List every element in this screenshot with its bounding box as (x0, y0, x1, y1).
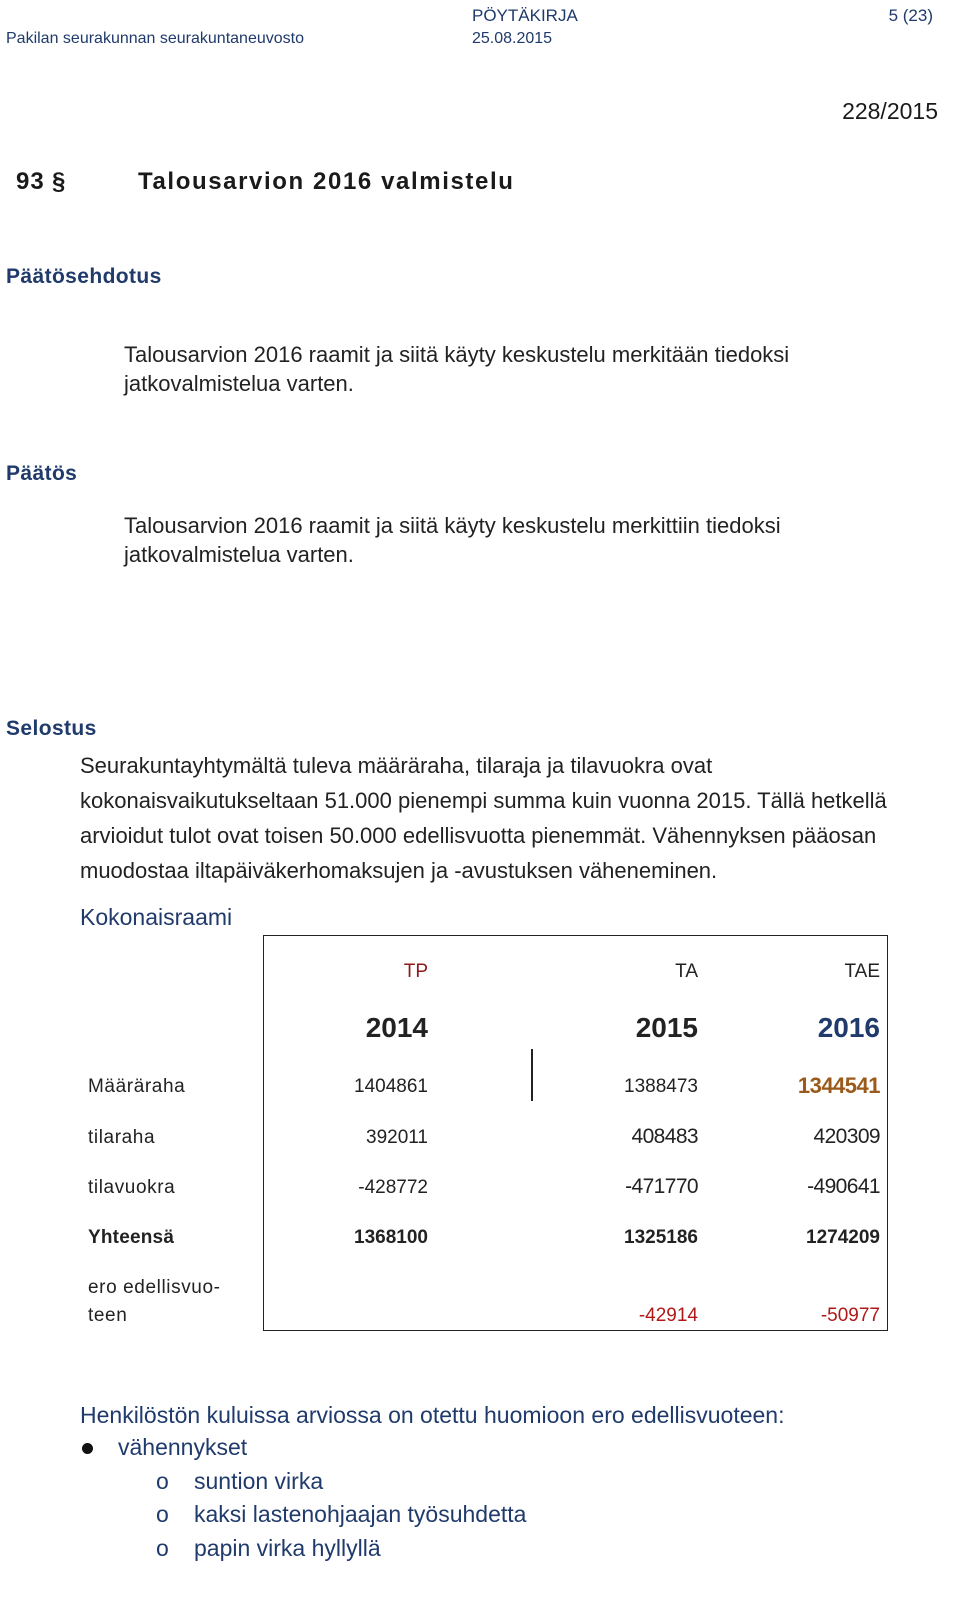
section-symbol: § (52, 168, 66, 195)
sub-bullet-marker: o (156, 1468, 169, 1494)
table-cell: -428772 (358, 1177, 428, 1198)
col-type-ta: TA (675, 961, 698, 982)
explanation-text: Seurakuntayhtymältä tuleva määräraha, tilaraja ja tilavuokra ovat kokonaisvaikutukseltaan 51.000 pienempi summa kuin vuonna 2015. Tällä hetkellä arvioidut tulot ovat toisen 50.000 edellisvuotta pienemmät. Vähennyksen pääosan muodostaa iltapäiväkerhomaksujen ja -avustuksen väheneminen. (80, 753, 887, 883)
meeting-date: 25.08.2015 (472, 30, 553, 47)
page-number: 5 (23) (888, 6, 933, 25)
col-year-2015: 2015 (635, 1012, 698, 1043)
table-cell: -490641 (807, 1175, 880, 1198)
section-number: 93 (16, 168, 45, 195)
col-type-tp: TP (403, 961, 428, 982)
list-item: kaksi lastenohjaajan työsuhdetta (194, 1501, 527, 1527)
proposal-heading: Päätösehdotus (6, 265, 162, 288)
document-type: PÖYTÄKIRJA (472, 6, 578, 25)
organization-name: Pakilan seurakunnan seurakuntaneuvosto (6, 30, 304, 47)
section-title: Talousarvion 2016 valmistelu (138, 168, 515, 195)
col-year-2014: 2014 (365, 1012, 428, 1043)
table-cell: 1274209 (806, 1227, 880, 1248)
table-cell: 1368100 (354, 1227, 428, 1248)
table-cell: 420309 (813, 1125, 880, 1148)
row-label-yhteensa: Yhteensä (88, 1227, 175, 1248)
table-cell: 1325186 (624, 1227, 698, 1248)
table-cell: 1404861 (354, 1076, 428, 1097)
list-item: vähennykset (118, 1434, 248, 1460)
decision-heading: Päätös (6, 462, 78, 485)
row-label-tilaraha: tilaraha (88, 1127, 156, 1148)
table-cell: -471770 (625, 1175, 698, 1198)
row-label-ero-line2: teen (88, 1305, 128, 1326)
explanation-heading: Selostus (6, 717, 97, 740)
table-label: Kokonaisraami (80, 904, 233, 930)
table-cell: -42914 (638, 1305, 698, 1326)
row-label-ero-line1: ero edellisvuo- (88, 1277, 221, 1298)
budget-table-frame (263, 935, 888, 1331)
table-cell: -50977 (820, 1305, 880, 1326)
decision-text: Talousarvion 2016 raamit ja siitä käyty keskustelu merkittiin tiedoksi jatkovalmistelua varten. (124, 513, 781, 567)
proposal-text: Talousarvion 2016 raamit ja siitä käyty keskustelu merkitään tiedoksi jatkovalmistelua varten. (124, 342, 790, 396)
document-number: 228/2015 (842, 98, 938, 124)
col-type-tae: TAE (844, 961, 880, 982)
staff-intro: Henkilöstön kuluissa arviossa on otettu huomioon ero edellisvuoteen: (80, 1402, 785, 1428)
table-cell: 408483 (631, 1125, 698, 1148)
table-cell: 1388473 (624, 1076, 698, 1097)
sub-bullet-marker: o (156, 1501, 169, 1527)
table-divider (531, 1049, 533, 1101)
row-label-maararaha: Määräraha (88, 1076, 186, 1097)
bullet-icon (82, 1443, 93, 1454)
col-year-2016: 2016 (817, 1012, 880, 1043)
list-item: suntion virka (194, 1468, 324, 1494)
sub-bullet-marker: o (156, 1535, 169, 1561)
list-item: papin virka hyllyllä (194, 1535, 381, 1561)
table-cell-highlight: 1344541 (797, 1073, 880, 1098)
row-label-tilavuokra: tilavuokra (88, 1177, 176, 1198)
table-cell: 392011 (366, 1127, 428, 1148)
